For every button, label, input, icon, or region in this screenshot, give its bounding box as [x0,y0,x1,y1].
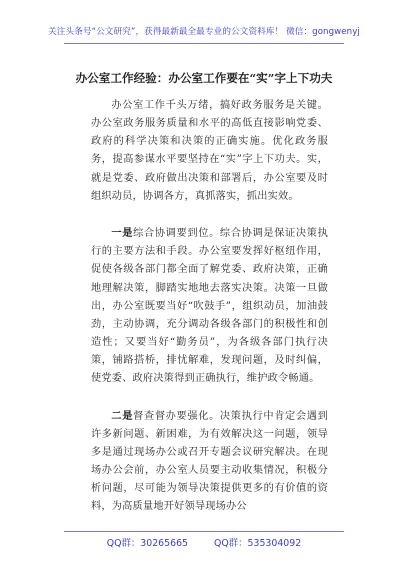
header-divider [64,43,344,44]
paragraph-text: 督查督办要强化。决策执行中肯定会遇到许多新问题、新困难，为有效解决这一问题，领导多是通过现场办公或召开专题会议研究解决。在现场办公会前，办公室人员要主动收集情况，积极分析问题，尽可能为领导决策提供更多的有价值的资料，为高质量地开好领导现场办公 [91,410,328,513]
paragraph-lead: 一是 [111,227,134,240]
paragraph-text: 综合协调要到位。综合协调是保证决策执行的主要方法和手段。办公室要发挥好枢纽作用，促使各级各部门都全面了解党委、政府决策，正确地理解决策，脚踏实地地去落实决策。决策一旦做出，办公室既要当好“吹鼓手”，组织动员，加油鼓劲，主动协调，充分调动各级各部门的积极性和创造性；又要当好“勤务员”，为各级各部门执行决策，铺路搭桥，排忧解难，发现问题，及时纠偏，使党委、政府决策得到正确执行，维护政令畅通。 [91,228,328,385]
footer-divider [64,531,344,532]
document-body [91,96,328,535]
paragraph-supervision [91,407,328,517]
footer-qq-group-2: QQ群：535304092 [214,538,302,549]
paragraph-coordination [91,224,328,388]
paragraph-lead: 二是 [111,409,134,422]
document-title: 办公室工作经验：办公室工作要在“实”字上下功夫 [75,71,333,85]
paragraph-intro [91,96,328,206]
footer [0,535,408,549]
header-note: 关注头条号“公文研究”，获得最新最全最专业的公文资料库！ 微信：gongwenyj [48,27,360,37]
footer-qq-group-1: QQ群：30265665 [106,538,189,549]
paragraph-text: 办公室工作千头万绪，搞好政务服务是关键。办公室政务服务质量和水平的高低直接影响党委、政府的科学决策和决策的正确实施。优化政务服务，提高参谋水平要坚持在“实”字上下功夫。实，就是党委、政府做出决策和部署后，办公室要及时组织动员，协调各方，真抓落实，抓出实效。 [91,100,328,202]
